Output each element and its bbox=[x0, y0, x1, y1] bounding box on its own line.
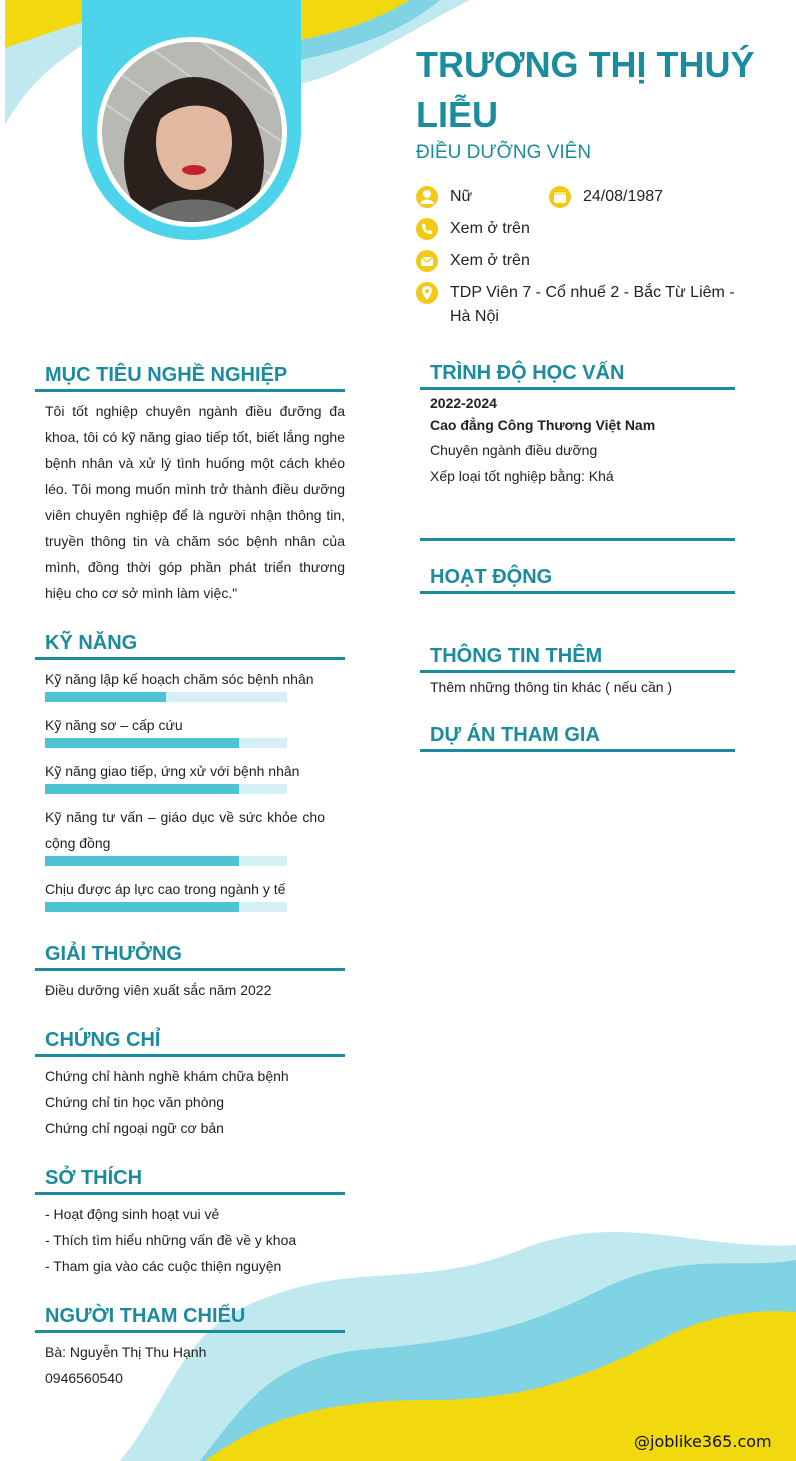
skill-label: Chịu được áp lực cao trong ngành y tế bbox=[45, 881, 286, 897]
award-item: Điều dưỡng viên xuất sắc năm 2022 bbox=[45, 982, 272, 998]
objective-divider bbox=[35, 389, 345, 392]
candidate-name: TRƯƠNG THỊ THUÝ LIỄU bbox=[416, 44, 755, 135]
extra-info-title: THÔNG TIN THÊM bbox=[430, 645, 603, 667]
skill-bar-fill bbox=[45, 856, 239, 866]
education-school: Cao đẳng Công Thương Việt Nam bbox=[430, 417, 656, 433]
skill-label: Kỹ năng tư vấn – giáo dục về sức khỏe cho cộng đồng bbox=[45, 809, 325, 851]
address-value: TDP Viên 7 - Cổ nhuế 2 - Bắc Từ Liêm - Hà Nội bbox=[450, 284, 735, 325]
education-title: TRÌNH ĐỘ HỌC VẤN bbox=[430, 362, 625, 384]
birthday-value: 24/08/1987 bbox=[583, 188, 664, 205]
phone-icon bbox=[416, 218, 438, 240]
reference-item: Bà: Nguyễn Thị Thu Hạnh bbox=[45, 1344, 207, 1360]
email-value[interactable]: Xem ở trên bbox=[450, 252, 530, 269]
address-row bbox=[416, 281, 756, 331]
hobby-item: - Thích tìm hiểu những vấn đề về y khoa bbox=[45, 1232, 297, 1248]
skill-bar bbox=[45, 856, 287, 866]
extra-info-divider bbox=[420, 670, 735, 673]
skill-bar-fill bbox=[45, 738, 239, 748]
projects-divider bbox=[420, 749, 735, 752]
calendar-icon bbox=[549, 186, 571, 208]
certificate-item: Chứng chỉ tin học văn phòng bbox=[45, 1094, 225, 1110]
certificates-divider bbox=[35, 1054, 345, 1057]
objective-text: Tôi tốt nghiệp chuyên ngành điều đưỡng đa khoa, tôi có kỹ năng giao tiếp tốt, biết lắng nghe bệnh nhân và xử lý tình huống một cách khéo léo. Tôi mong muốn mình trở thành điều dưỡng viên chuyên nghiệp để là người nhận thông tin, truyền thông tin và chăm sóc bệnh nhân của mình, đồng thời góp phần phát triển thương hiệu cho cơ sở mình làm việc." bbox=[45, 403, 345, 601]
skill-bar bbox=[45, 784, 287, 794]
skills-title: KỸ NĂNG bbox=[45, 632, 138, 654]
reference-item: 0946560540 bbox=[45, 1370, 123, 1386]
activities-title: HOẠT ĐỘNG bbox=[430, 566, 553, 588]
user-icon bbox=[416, 186, 438, 208]
skill-bar bbox=[45, 692, 287, 702]
job-title: ĐIỀU DƯỠNG VIÊN bbox=[416, 142, 592, 163]
skill-bar bbox=[45, 738, 287, 748]
email-row bbox=[416, 249, 746, 273]
certificate-item: Chứng chỉ ngoại ngữ cơ bản bbox=[45, 1120, 224, 1136]
skill-bar-fill bbox=[45, 784, 239, 794]
skill-label: Kỹ năng giao tiếp, ứng xử với bệnh nhân bbox=[45, 763, 300, 779]
awards-divider bbox=[35, 968, 345, 971]
skill-bar-fill bbox=[45, 902, 239, 912]
objective-title: MỤC TIÊU NGHỀ NGHIỆP bbox=[45, 364, 288, 386]
birthday-row bbox=[549, 185, 749, 209]
extra-info-text: Thêm những thông tin khác ( nếu cần ) bbox=[430, 679, 673, 695]
education-period: 2022-2024 bbox=[430, 395, 497, 411]
skill-label: Kỹ năng lập kế hoạch chăm sóc bệnh nhân bbox=[45, 671, 314, 687]
gender-row bbox=[416, 185, 546, 209]
skill-bar bbox=[45, 902, 287, 912]
hobbies-title: SỞ THÍCH bbox=[45, 1167, 143, 1189]
certificates-title: CHỨNG CHỈ bbox=[45, 1029, 161, 1051]
references-title: NGƯỜI THAM CHIẾU bbox=[45, 1305, 246, 1327]
skill-label: Kỹ năng sơ – cấp cứu bbox=[45, 717, 183, 733]
activities-divider bbox=[420, 591, 735, 594]
activities-top-divider bbox=[420, 538, 735, 541]
skills-divider bbox=[35, 657, 345, 660]
profile-photo bbox=[97, 37, 287, 227]
education-major: Chuyên ngành điều dưỡng bbox=[430, 442, 598, 458]
email-icon bbox=[416, 250, 438, 272]
references-divider bbox=[35, 1330, 345, 1333]
phone-row bbox=[416, 217, 746, 241]
certificate-item: Chứng chỉ hành nghề khám chữa bệnh bbox=[45, 1068, 289, 1084]
skill-bar-fill bbox=[45, 692, 166, 702]
hobby-item: - Tham gia vào các cuộc thiện nguyện bbox=[45, 1258, 282, 1274]
hobby-item: - Hoạt động sinh hoạt vui vẻ bbox=[45, 1206, 220, 1222]
location-pin-icon bbox=[416, 282, 438, 304]
gender-value: Nữ bbox=[450, 188, 473, 205]
awards-title: GIẢI THƯỞNG bbox=[45, 943, 182, 965]
hobbies-divider bbox=[35, 1192, 345, 1195]
projects-title: DỰ ÁN THAM GIA bbox=[430, 724, 600, 746]
phone-value[interactable]: Xem ở trên bbox=[450, 220, 530, 237]
education-grade: Xếp loại tốt nghiệp bằng: Khá bbox=[430, 468, 614, 484]
watermark: @joblike365.com bbox=[634, 1432, 772, 1451]
